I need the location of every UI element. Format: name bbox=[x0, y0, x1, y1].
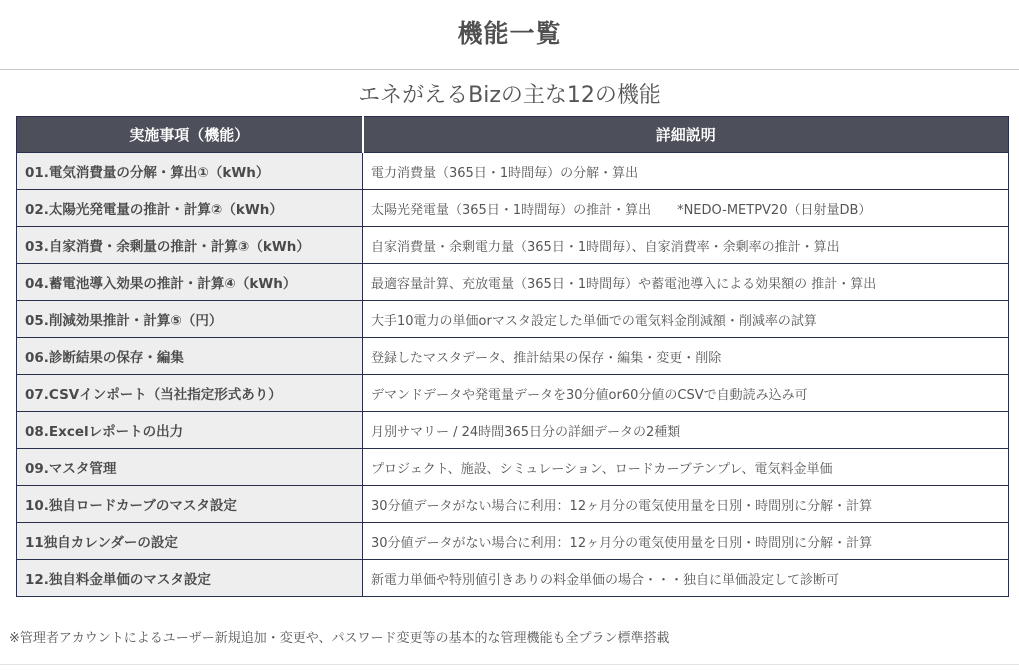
feature-description: 30分値データがない場合に利用：12ヶ月分の電気使用量を日別・時間別に分解・計算 bbox=[363, 486, 1009, 523]
feature-item: 05.削減効果推計・計算⑤（円） bbox=[17, 301, 363, 338]
feature-item: 09.マスタ管理 bbox=[17, 449, 363, 486]
feature-item: 01.電気消費量の分解・算出①（kWh） bbox=[17, 153, 363, 190]
table-row bbox=[17, 375, 1009, 412]
title-divider bbox=[0, 69, 1019, 70]
table-header-row bbox=[17, 117, 1009, 153]
header-description: 詳細説明 bbox=[363, 117, 1009, 153]
feature-item: 06.診断結果の保存・編集 bbox=[17, 338, 363, 375]
feature-description: 30分値データがない場合に利用：12ヶ月分の電気使用量を日別・時間別に分解・計算 bbox=[363, 523, 1009, 560]
feature-item: 02.太陽光発電量の推計・計算②（kWh） bbox=[17, 190, 363, 227]
feature-description: 月別サマリー / 24時間365日分の詳細データの2種類 bbox=[363, 412, 1009, 449]
feature-item: 11独自カレンダーの設定 bbox=[17, 523, 363, 560]
feature-description: 大手10電力の単価orマスタ設定した単価での電気料金削減額・削減率の試算 bbox=[363, 301, 1009, 338]
feature-description: 太陽光発電量（365日・1時間毎）の推計・算出 *NEDO-METPV20（日射量DB） bbox=[363, 190, 1009, 227]
table-row bbox=[17, 301, 1009, 338]
feature-item: 10.独自ロードカーブのマスタ設定 bbox=[17, 486, 363, 523]
feature-description: 自家消費量・余剰電力量（365日・1時間毎）、自家消費率・余剰率の推計・算出 bbox=[363, 227, 1009, 264]
table-row bbox=[17, 227, 1009, 264]
table-row bbox=[17, 486, 1009, 523]
table-row bbox=[17, 264, 1009, 301]
table-row bbox=[17, 153, 1009, 190]
table-row bbox=[17, 560, 1009, 597]
page-subtitle: エネがえるBizの主な12の機能 bbox=[358, 83, 661, 108]
feature-description: デマンドデータや発電量データを30分値or60分値のCSVで自動読み込み可 bbox=[363, 375, 1009, 412]
bottom-divider bbox=[0, 664, 1019, 665]
feature-description: プロジェクト、施設、シミュレーション、ロードカーブテンプレ、電気料金単価 bbox=[363, 449, 1009, 486]
footnote: ※管理者アカウントによるユーザー新規追加・変更や、パスワード変更等の基本的な管理機能も全プラン標準搭載 bbox=[9, 631, 670, 646]
feature-item: 03.自家消費・余剰量の推計・計算③（kWh） bbox=[17, 227, 363, 264]
table-row bbox=[17, 412, 1009, 449]
feature-item: 12.独自料金単価のマスタ設定 bbox=[17, 560, 363, 597]
feature-table bbox=[16, 116, 1009, 597]
feature-item: 08.Excelレポートの出力 bbox=[17, 412, 363, 449]
feature-description: 登録したマスタデータ、推計結果の保存・編集・変更・削除 bbox=[363, 338, 1009, 375]
feature-item: 07.CSVインポート（当社指定形式あり） bbox=[17, 375, 363, 412]
table-row bbox=[17, 449, 1009, 486]
feature-description: 最適容量計算、充放電量（365日・1時間毎）や蓄電池導入による効果額の 推計・算出 bbox=[363, 264, 1009, 301]
table-row bbox=[17, 190, 1009, 227]
table-row bbox=[17, 338, 1009, 375]
header-item: 実施事項（機能） bbox=[17, 117, 363, 153]
table-row bbox=[17, 523, 1009, 560]
feature-item: 04.蓄電池導入効果の推計・計算④（kWh） bbox=[17, 264, 363, 301]
feature-description: 電力消費量（365日・1時間毎）の分解・算出 bbox=[363, 153, 1009, 190]
page-title: 機能一覧 bbox=[457, 19, 562, 48]
feature-description: 新電力単価や特別値引きありの料金単価の場合・・・独自に単価設定して診断可 bbox=[363, 560, 1009, 597]
